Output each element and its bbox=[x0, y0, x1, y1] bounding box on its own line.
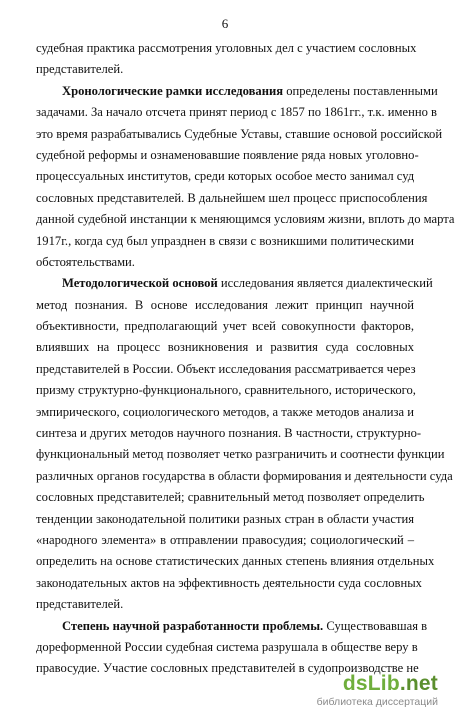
text-line bbox=[36, 402, 414, 423]
body-text: сословных представителей; сравнительный метод позволяет определить bbox=[36, 490, 425, 505]
body-text: представителей в России. Объект исследования рассматривается через bbox=[36, 361, 416, 376]
bold-heading-text: Методологической основой bbox=[62, 276, 218, 291]
text-line bbox=[36, 530, 414, 551]
watermark-logo-main: dsLib bbox=[342, 672, 400, 695]
text-line bbox=[36, 616, 428, 637]
body-text: обстоятельствами. bbox=[36, 254, 135, 269]
text-line bbox=[36, 38, 417, 59]
body-text: представителей. bbox=[36, 62, 124, 77]
text-line bbox=[36, 573, 422, 594]
body-text: призму структурно-функционального, сравнительного, исторического, bbox=[36, 383, 416, 398]
body-text: дореформенной России судебная система разрушала в обществе веру в bbox=[36, 639, 418, 654]
watermark-logo-text bbox=[343, 672, 438, 696]
body-text: сословных представителей. В дальнейшем шел процесс приспособления bbox=[36, 190, 428, 205]
text-line bbox=[36, 102, 437, 123]
text-line bbox=[36, 209, 455, 230]
text-line bbox=[36, 145, 419, 166]
body-text: правосудие. Участие сословных представителей в судопроизводстве не bbox=[36, 661, 419, 676]
body-text: исследования является диалектический bbox=[217, 276, 433, 291]
text-line bbox=[36, 231, 414, 252]
text-line bbox=[36, 551, 435, 572]
body-text: тенденции законодательной политики разных стран в области участия bbox=[36, 511, 414, 526]
body-text: Существовавшая в bbox=[323, 618, 428, 633]
body-text: синтеза и других методов научного познания. В частности, структурно- bbox=[36, 426, 422, 441]
text-line bbox=[36, 466, 453, 487]
body-text: метод познания. В основе исследования лежит принцип научной bbox=[36, 297, 414, 312]
text-line bbox=[36, 509, 414, 530]
text-line bbox=[36, 594, 414, 615]
body-text: это время разрабатывались Судебные Уставы, ставшие основой российской bbox=[36, 126, 443, 141]
document-body bbox=[36, 38, 455, 680]
watermark-subtitle: библиотека диссертаций bbox=[316, 696, 438, 708]
body-text: судебной реформы и ознаменовавшие появление ряда новых уголовно- bbox=[36, 147, 419, 162]
body-text: «народного элемента» в отправлении правосудия; социологический – bbox=[36, 532, 414, 547]
body-text: законодательных актов на эффективность деятельности суда сословных bbox=[36, 575, 422, 590]
text-line bbox=[36, 295, 414, 316]
text-line bbox=[36, 188, 428, 209]
text-line bbox=[36, 444, 445, 465]
text-line bbox=[36, 423, 422, 444]
text-line bbox=[36, 59, 414, 80]
body-text: объективности, предполагающий учет всей совокупности факторов, bbox=[36, 319, 414, 334]
text-line bbox=[36, 81, 438, 102]
text-line bbox=[36, 359, 414, 380]
body-text: 1917г., когда суд был упразднен в связи с возникшими политическими bbox=[36, 233, 414, 248]
body-text: различных органов государства в области формирования и деятельности суда bbox=[36, 468, 453, 483]
bold-heading-text: Степень научной разработанности проблемы. bbox=[62, 618, 324, 633]
body-text: данной судебной инстанции к меняющимся условиям жизни, вплоть до марта bbox=[36, 212, 455, 227]
body-text: определены поставленными bbox=[283, 83, 438, 98]
body-text: процессуальных институтов, среди которых особое место занимал суд bbox=[36, 169, 415, 184]
text-line bbox=[36, 337, 414, 358]
page-number: 6 bbox=[221, 16, 229, 31]
text-line bbox=[36, 124, 443, 145]
body-text: представителей. bbox=[36, 597, 124, 612]
text-line bbox=[36, 487, 425, 508]
text-line bbox=[36, 252, 414, 273]
body-text: влиявших на процесс возникновения и развития суда сословных bbox=[36, 340, 414, 355]
text-line bbox=[36, 166, 414, 187]
text-line bbox=[36, 273, 433, 294]
watermark-logo bbox=[310, 672, 442, 708]
text-line bbox=[36, 380, 414, 401]
watermark-logo-suffix: .net bbox=[399, 672, 438, 695]
bold-heading-text: Хронологические рамки исследования bbox=[62, 83, 284, 98]
text-line bbox=[36, 316, 414, 337]
body-text: задачами. За начало отсчета принят период с 1857 по 1861гг., т.к. именно в bbox=[36, 105, 437, 120]
body-text: эмпирического, социологического методов, а также методов анализа и bbox=[36, 404, 415, 419]
body-text: судебная практика рассмотрения уголовных дел с участием сословных bbox=[36, 41, 417, 55]
text-line bbox=[36, 637, 418, 658]
body-text: определить на основе статистических данных степень влияния отдельных bbox=[36, 554, 435, 569]
body-text: функциональный метод позволяет четко разграничить и соотнести функции bbox=[36, 447, 445, 462]
